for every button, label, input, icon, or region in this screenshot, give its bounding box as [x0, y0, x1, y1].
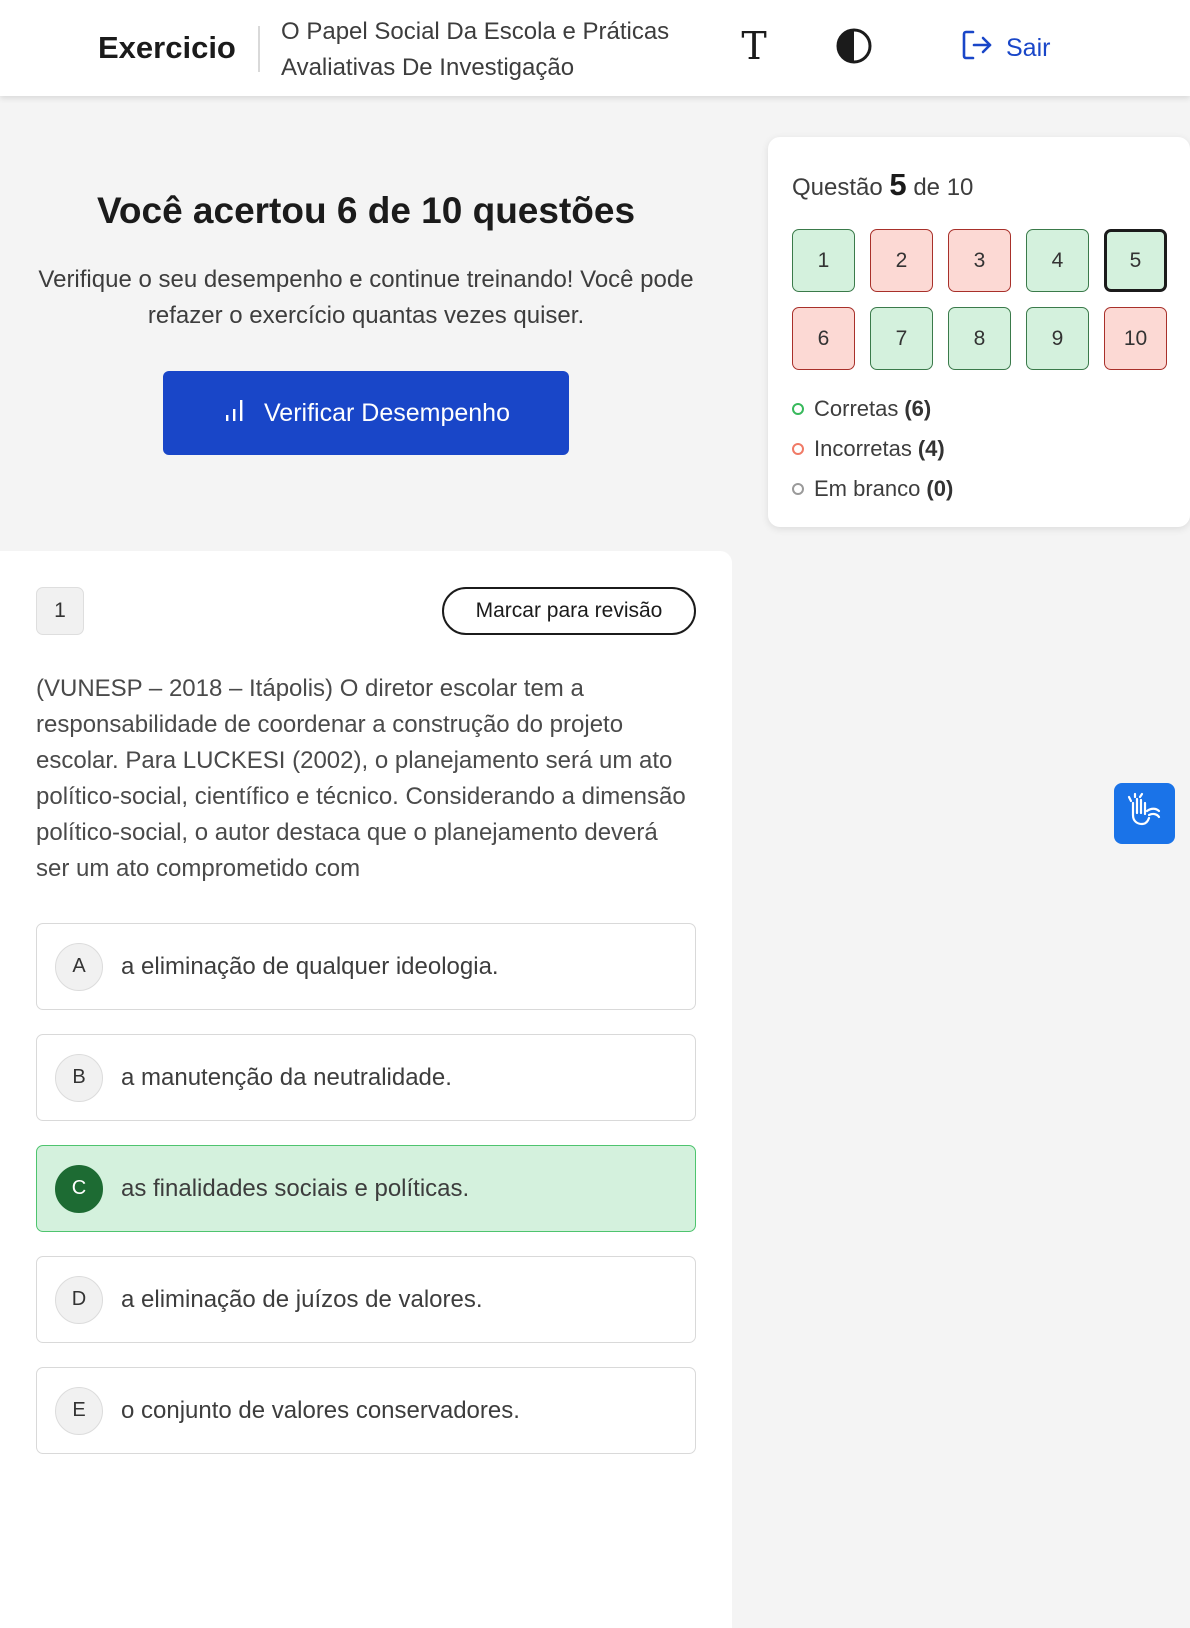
question-grid — [792, 229, 1170, 370]
header-divider — [258, 26, 260, 72]
legend-correct — [792, 389, 953, 429]
alternative-text: as finalidades sociais e políticas. — [121, 1174, 470, 1202]
question-card — [0, 551, 732, 1628]
alternative-letter: E — [55, 1387, 103, 1435]
alternative-text: a manutenção da neutralidade. — [121, 1063, 452, 1091]
navigator-prefix: Questão — [792, 174, 883, 201]
question-statement: (VUNESP – 2018 – Itápolis) O diretor escolar tem a responsabilidade de coordenar a construção do projeto escolar. Para LUCKESI (2002), o planejamento será um ato político-social, científico e técnico. Considerando a dimensão político-social, o autor destaca que o planejamento deverá ser um ato comprometido com — [36, 675, 686, 882]
question-button[interactable]: 6 — [792, 307, 855, 370]
mark-for-review-button[interactable]: Marcar para revisão — [442, 587, 696, 635]
alternative-option[interactable] — [36, 1256, 696, 1343]
legend-label: Incorretas — [814, 436, 912, 461]
alternative-option[interactable] — [36, 1367, 696, 1454]
alternative-text: o conjunto de valores conservadores. — [121, 1396, 520, 1424]
alternative-option[interactable] — [36, 1145, 696, 1232]
correct-dot-icon — [792, 403, 804, 415]
question-navigator — [768, 137, 1190, 527]
legend-count: (0) — [926, 476, 954, 501]
brand-title: Exercicio — [98, 30, 236, 65]
result-title: Você acertou 6 de 10 questões — [96, 190, 636, 231]
question-button[interactable]: 4 — [1026, 229, 1089, 292]
top-header — [0, 0, 1190, 96]
legend-count: (4) — [917, 436, 945, 461]
navigator-heading — [792, 167, 973, 203]
question-button[interactable]: 8 — [948, 307, 1011, 370]
alternative-option[interactable] — [36, 923, 696, 1010]
logout-button[interactable] — [960, 28, 1050, 68]
sign-language-hands-icon — [1125, 791, 1165, 836]
bar-chart-icon — [222, 397, 248, 430]
navigator-suffix: de 10 — [913, 174, 974, 201]
logout-label: Sair — [1006, 33, 1051, 62]
alternative-letter: A — [55, 943, 103, 991]
question-button[interactable]: 7 — [870, 307, 933, 370]
verify-performance-label: Verificar Desempenho — [264, 398, 510, 427]
blank-dot-icon — [792, 483, 804, 495]
question-number-badge: 1 — [36, 587, 84, 635]
alternative-text: a eliminação de qualquer ideologia. — [121, 952, 499, 980]
incorrect-dot-icon — [792, 443, 804, 455]
verify-performance-button[interactable] — [163, 371, 569, 455]
question-button[interactable]: 3 — [948, 229, 1011, 292]
legend-blank — [792, 469, 953, 509]
alternative-letter: B — [55, 1054, 103, 1102]
alternative-letter: C — [55, 1165, 103, 1213]
font-size-icon[interactable]: T — [741, 24, 767, 68]
alternatives-list — [36, 923, 696, 1478]
legend-label: Em branco — [814, 476, 921, 501]
question-button[interactable]: 9 — [1026, 307, 1089, 370]
logout-icon — [960, 28, 994, 69]
contrast-icon[interactable] — [834, 26, 874, 66]
result-subtitle: Verifique o seu desempenho e continue treinando! Você pode refazer o exercício quantas vezes quiser. — [38, 266, 694, 329]
course-title: O Papel Social Da Escola e Práticas Avaliativas De Investigação — [281, 18, 670, 81]
legend-count: (6) — [904, 396, 932, 421]
sign-language-button[interactable] — [1114, 783, 1175, 844]
alternative-option[interactable] — [36, 1034, 696, 1121]
question-button[interactable]: 1 — [792, 229, 855, 292]
status-legend — [792, 389, 953, 509]
alternative-text: a eliminação de juízos de valores. — [121, 1285, 483, 1313]
question-button[interactable]: 10 — [1104, 307, 1167, 370]
legend-incorrect — [792, 429, 953, 469]
alternative-letter: D — [55, 1276, 103, 1324]
question-button[interactable]: 2 — [870, 229, 933, 292]
question-button[interactable]: 5 — [1104, 229, 1167, 292]
legend-label: Corretas — [814, 396, 899, 421]
navigator-current: 5 — [889, 167, 907, 202]
